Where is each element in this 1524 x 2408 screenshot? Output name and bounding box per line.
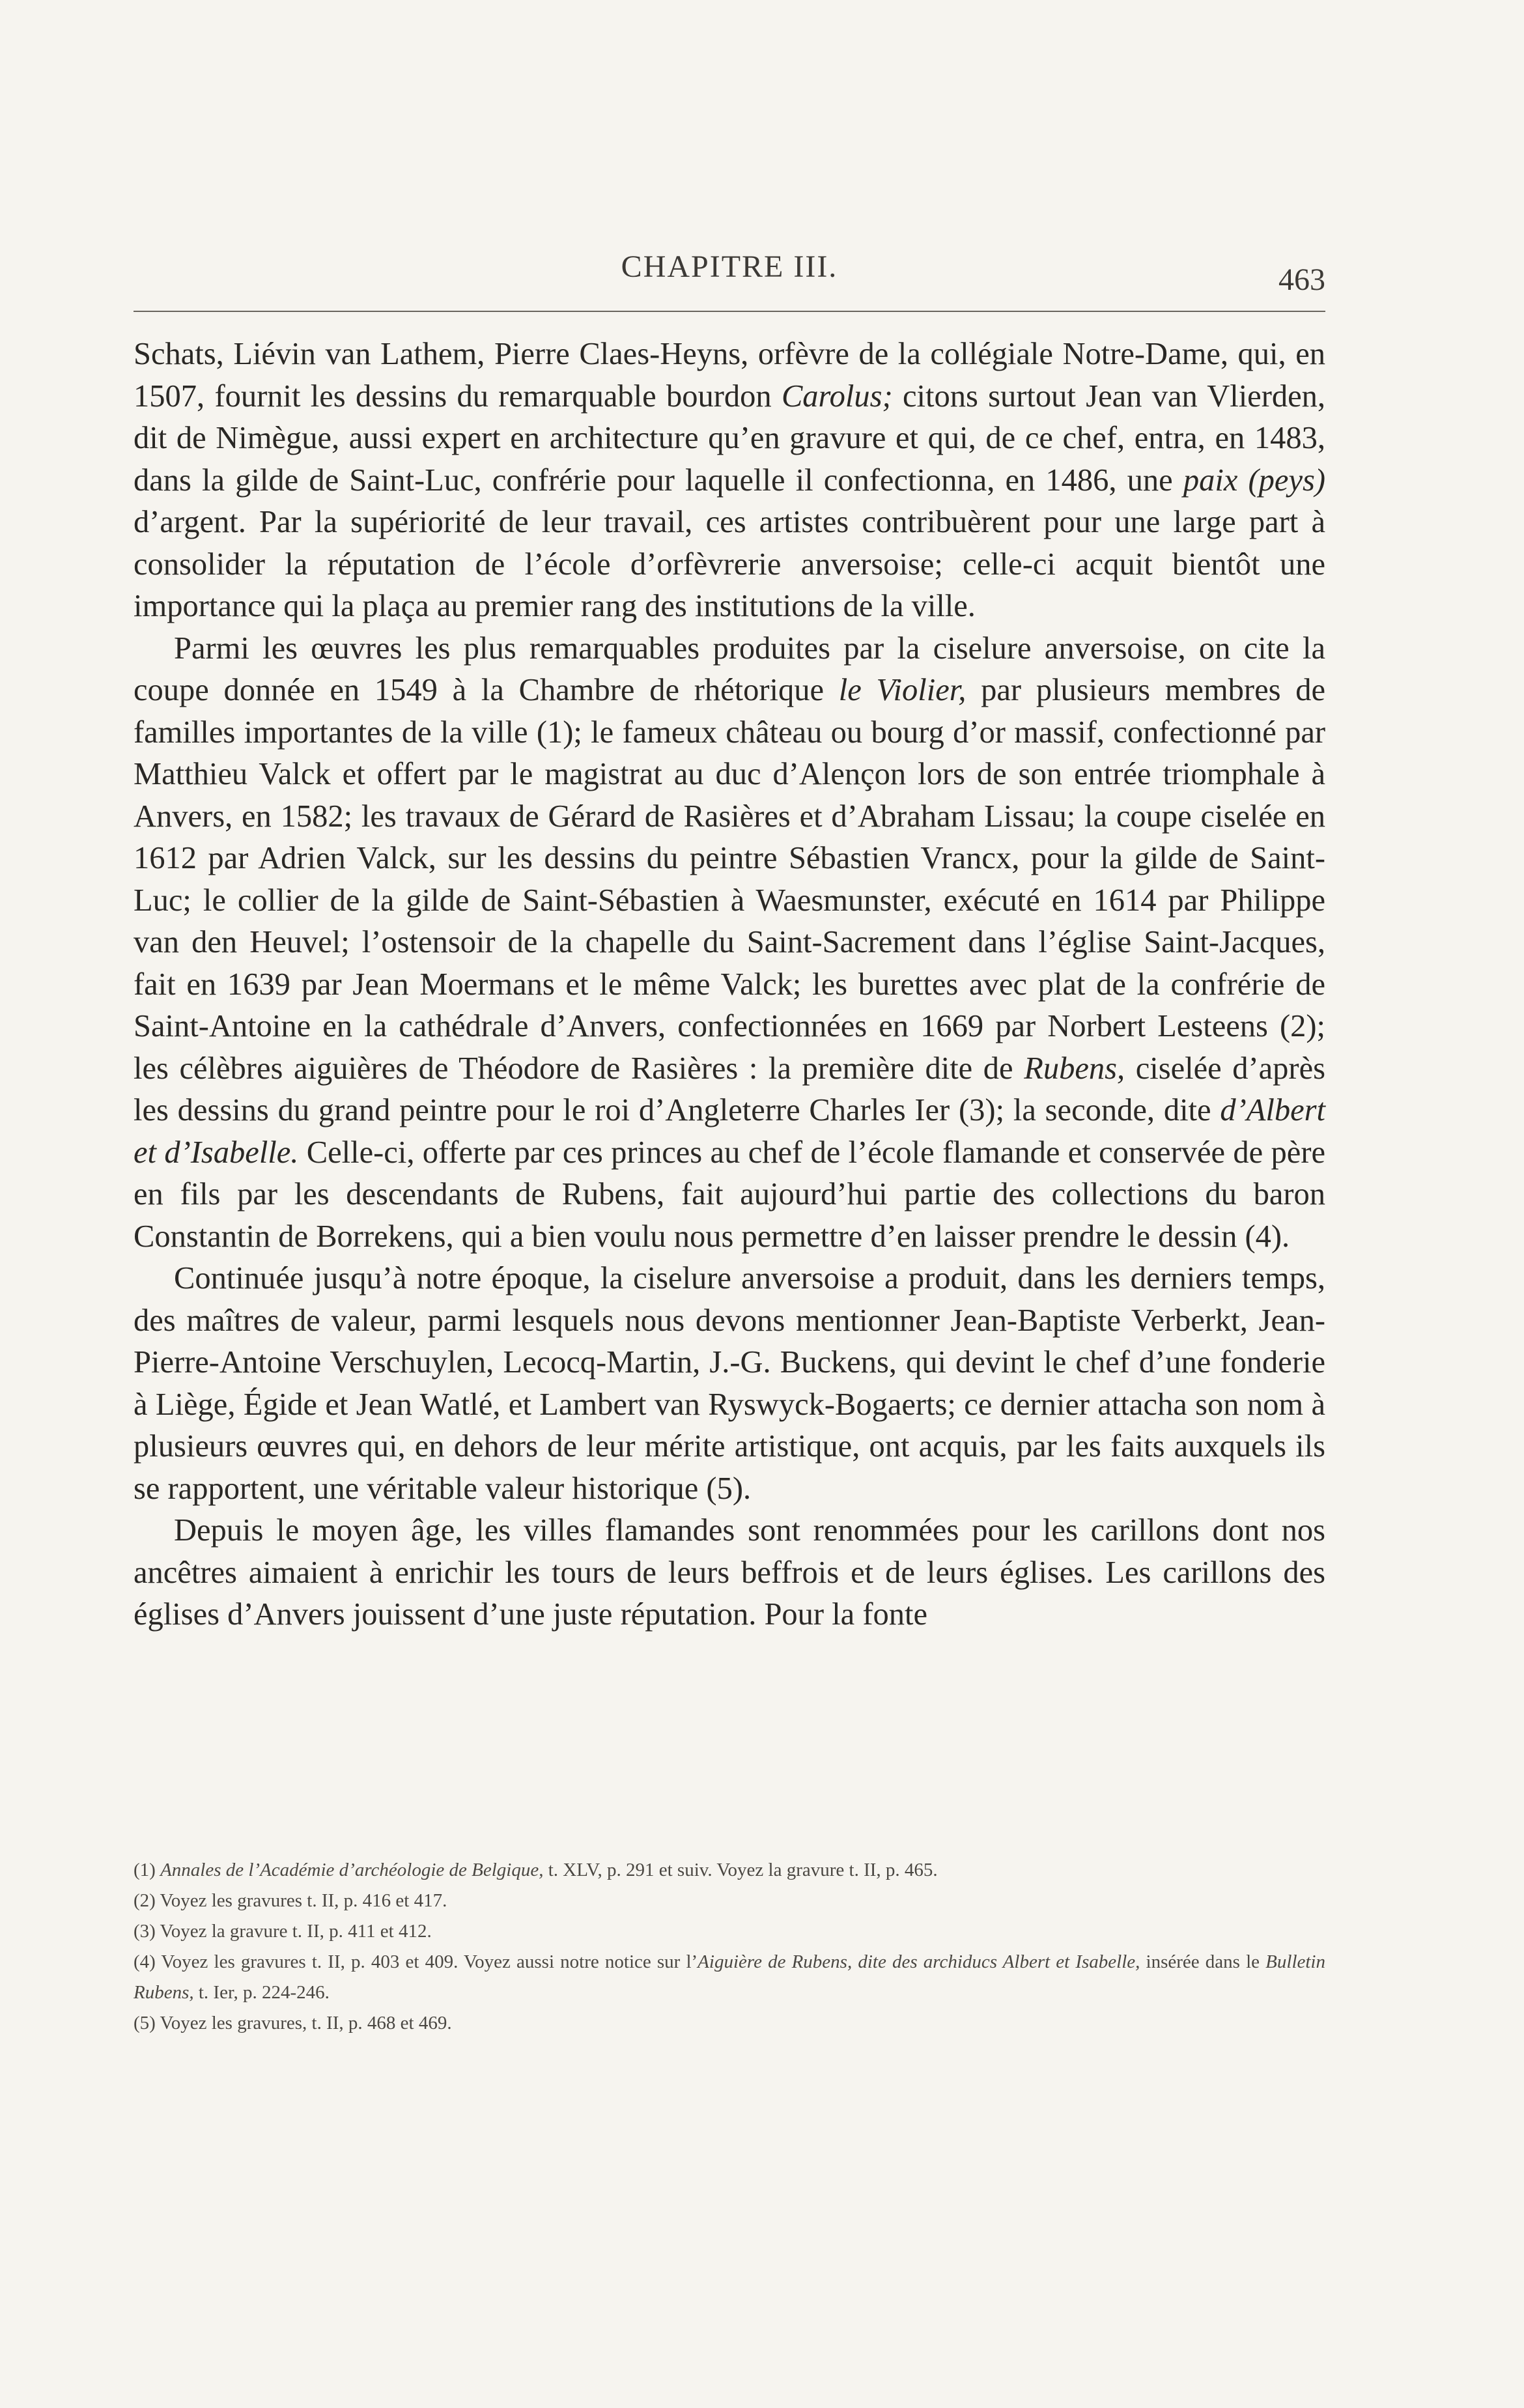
running-title: CHAPITRE III. bbox=[621, 249, 838, 284]
text-run: (2) Voyez les gravures t. II, p. 416 et 417. bbox=[134, 1890, 447, 1911]
paragraph bbox=[134, 628, 1325, 1258]
page-header bbox=[134, 242, 1325, 320]
italic-text: Rubens, bbox=[1024, 1051, 1125, 1086]
italic-text: d’Albert et d’Isabelle. bbox=[134, 1093, 1325, 1170]
body-text bbox=[134, 333, 1325, 1636]
text-run: Continuée jusqu’à notre époque, la ciselure anversoise a produit, dans les derniers temps, des maîtres de valeur, parmi lesquels nous devons mentionner Jean-Baptiste Verberkt, Jean-Pierre-Antoine Verschuylen, Lecocq-Martin, J.-G. Buckens, qui devint le chef d’une fonderie à Liège, Égide et Jean Watlé, et Lambert van Ryswyck-Bogaerts; ce dernier attacha son nom à plusieurs œuvres qui, en dehors de leur mérite artistique, ont acquis, par les faits auxquels ils se rapportent, une véritable valeur historique (5). bbox=[134, 1261, 1325, 1506]
text-run: (3) Voyez la gravure t. II, p. 411 et 412. bbox=[134, 1921, 432, 1942]
paragraph bbox=[134, 333, 1325, 628]
text-run: Schats, Liévin van Lathem, Pierre Claes-Heyns, orfèvre de la collégiale Notre-Dame, qui, en 1507, fournit les dessins du remarquable bourdon bbox=[134, 337, 1325, 414]
text-run: Parmi les œuvres les plus remarquables produites par la ciselure anversoise, on cite la coupe donnée en 1549 à la Chambre de rhétorique bbox=[134, 630, 1325, 707]
text-run: par plusieurs membres de familles importantes de la ville (1); le fameux château ou bourg d’or massif, confectionné par Matthieu Valck et offert par le magistrat au duc d’Alençon lors de son entrée triomphale à Anvers, en 1582; les travaux de Gérard de Rasières et d’Abraham Lissau; la coupe ciselée en 1612 par Adrien Valck, sur les dessins du peintre Sébastien Vrancx, pour la gilde de Saint-Luc; le collier de la gilde de Saint-Sébastien à Waesmunster, exécuté en 1614 par Philippe van den Heuvel; l’ostensoir de la chapelle du Saint-Sacrement dans l’église Saint-Jacques, fait en 1639 par Jean Moermans et le même Valck; les burettes avec plat de la confrérie de Saint-Antoine en la cathédrale d’Anvers, confectionnées en 1669 par Norbert Lesteens (2); les célèbres aiguières de Théodore de Rasières : la première dite de bbox=[134, 673, 1325, 1086]
italic-text: Annales de l’Académie d’archéologie de Belgique, bbox=[160, 1860, 544, 1880]
text-run: Depuis le moyen âge, les villes flamandes sont renommées pour les carillons dont nos ancêtres aimaient à enrichir les tours de leurs beffrois et de leurs églises. Les carillons des églises d’Anvers jouissent d’une juste réputation. Pour la fonte bbox=[134, 1513, 1325, 1632]
text-run: citons surtout Jean van Vlierden, dit de Nimègue, aussi expert en architecture qu’en gravure et qui, de ce chef, entra, en 1483, dans la gilde de Saint-Luc, confrérie pour laquelle il confectionna, en 1486, une bbox=[134, 378, 1325, 498]
text-run: (5) Voyez les gravures, t. II, p. 468 et 469. bbox=[134, 2013, 452, 2033]
text-run: ciselée d’après les dessins du grand peintre pour le roi d’Angleterre Charles Ier (3); la seconde, dite bbox=[134, 1051, 1325, 1127]
text-run: (4) Voyez les gravures t. II, p. 403 et 409. Voyez aussi notre notice sur l’ bbox=[134, 1951, 698, 1972]
text-run: t. XLV, p. 291 et suiv. Voyez la gravure t. II, p. 465. bbox=[543, 1860, 938, 1880]
text-run: Celle-ci, offerte par ces princes au chef de l’école flamande et conservée de père en fils par les descendants de Rubens, fait aujourd’hui partie des collections du baron Constantin de Borrekens, qui a bien voulu nous permettre d’en laisser prendre le dessin (4). bbox=[134, 1135, 1326, 1254]
header-rule bbox=[134, 311, 1325, 312]
italic-text: le Violier, bbox=[838, 673, 967, 707]
page-number: 463 bbox=[1278, 262, 1325, 297]
footnote bbox=[134, 1947, 1325, 2008]
italic-text: paix (peys) bbox=[1183, 462, 1326, 498]
footnote bbox=[134, 2008, 1325, 2039]
text-run: t. Ier, p. 224-246. bbox=[193, 1982, 330, 2003]
italic-text: Bulletin Rubens, bbox=[134, 1951, 1325, 2003]
italic-text: Aiguière de Rubens, dite des archiducs Albert et Isabelle, bbox=[698, 1951, 1140, 1972]
footnote bbox=[134, 1855, 1325, 1886]
footnotes bbox=[134, 1855, 1325, 2039]
text-run: (1) bbox=[134, 1860, 161, 1880]
footnote bbox=[134, 1886, 1325, 1916]
paragraph bbox=[134, 1258, 1325, 1510]
text-run: d’argent. Par la supériorité de leur travail, ces artistes contribuèrent pour une large part à consolider la réputation de l’école d’orfèvrerie anversoise; celle-ci acquit bientôt une importance qui la plaça au premier rang des institutions de la ville. bbox=[134, 505, 1325, 623]
paragraph bbox=[134, 1510, 1325, 1636]
italic-text: Carolus; bbox=[781, 378, 893, 414]
footnote bbox=[134, 1916, 1325, 1947]
text-run: insérée dans le bbox=[1140, 1951, 1266, 1972]
